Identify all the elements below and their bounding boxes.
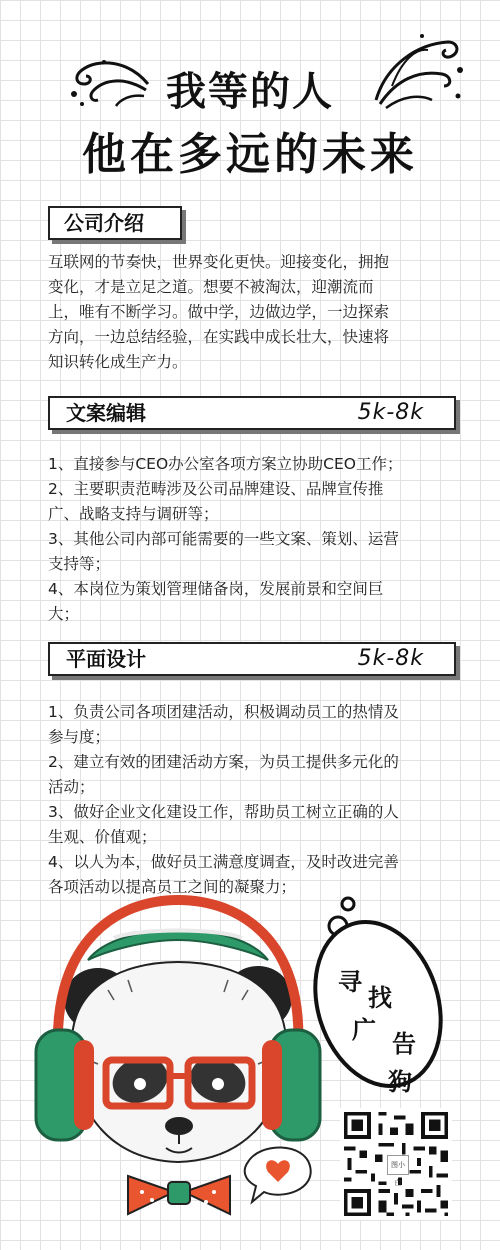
panda-illustration [28,880,328,1240]
bubble-char: 告 [392,1030,416,1058]
job-title: 文案编辑 [66,401,146,425]
page-title-line-1: 我等的人 [166,69,334,115]
job-salary: 5k-8k [357,400,424,425]
bubble-char: 广 [352,1016,376,1044]
bubble-char: 狗 [388,1068,412,1096]
company-intro-text: 互联网的节奏快，世界变化更快。迎接变化，拥抱 变化，才是立足之道。想要不被淘汰，迎潮流而 上，唯有不断学习。做中学，边做边学，一边探索 方向，一边总结经验，在实践中成长壮大，快速将 知识转化成生产力。 [48,253,390,371]
job-description-copywriter: 1、直接参与CEO办公室各项方案立协助CEO工作； 2、主要职责范畴涉及公司品牌建设、品牌宣传推 广、战略支持与调研等； 3、其他公司内部可能需要的一些文案、策划、运营 支持等； 4、本岗位为策划管理储备岗，发展前景和空间巨 大； [48,455,403,623]
page-title-line-2: 他在多远的未来 [82,129,418,180]
section-label-company-intro [48,206,182,240]
bubble-char: 寻 [338,968,362,996]
job-salary: 5k-8k [357,646,424,671]
job-header-graphic-design [48,642,456,676]
job-description-graphic-design: 1、负责公司各项团建活动，积极调动员工的热情及 参与度； 2、建立有效的团建活动方案，为员工提供多元化的 活动； 3、做好企业文化建设工作，帮助员工树立正确的人 生观、价值观； 4、以人为本，做好员工满意度调查，及时改进完善 各项活动以提高员工之间的凝聚力； [48,703,399,896]
qr-center-label: 图小白 [387,1155,409,1175]
job-header-copywriter [48,396,456,430]
company-intro-label: 公司介绍 [64,211,144,235]
bubble-char: 找 [368,984,392,1012]
job-title: 平面设计 [66,647,146,671]
